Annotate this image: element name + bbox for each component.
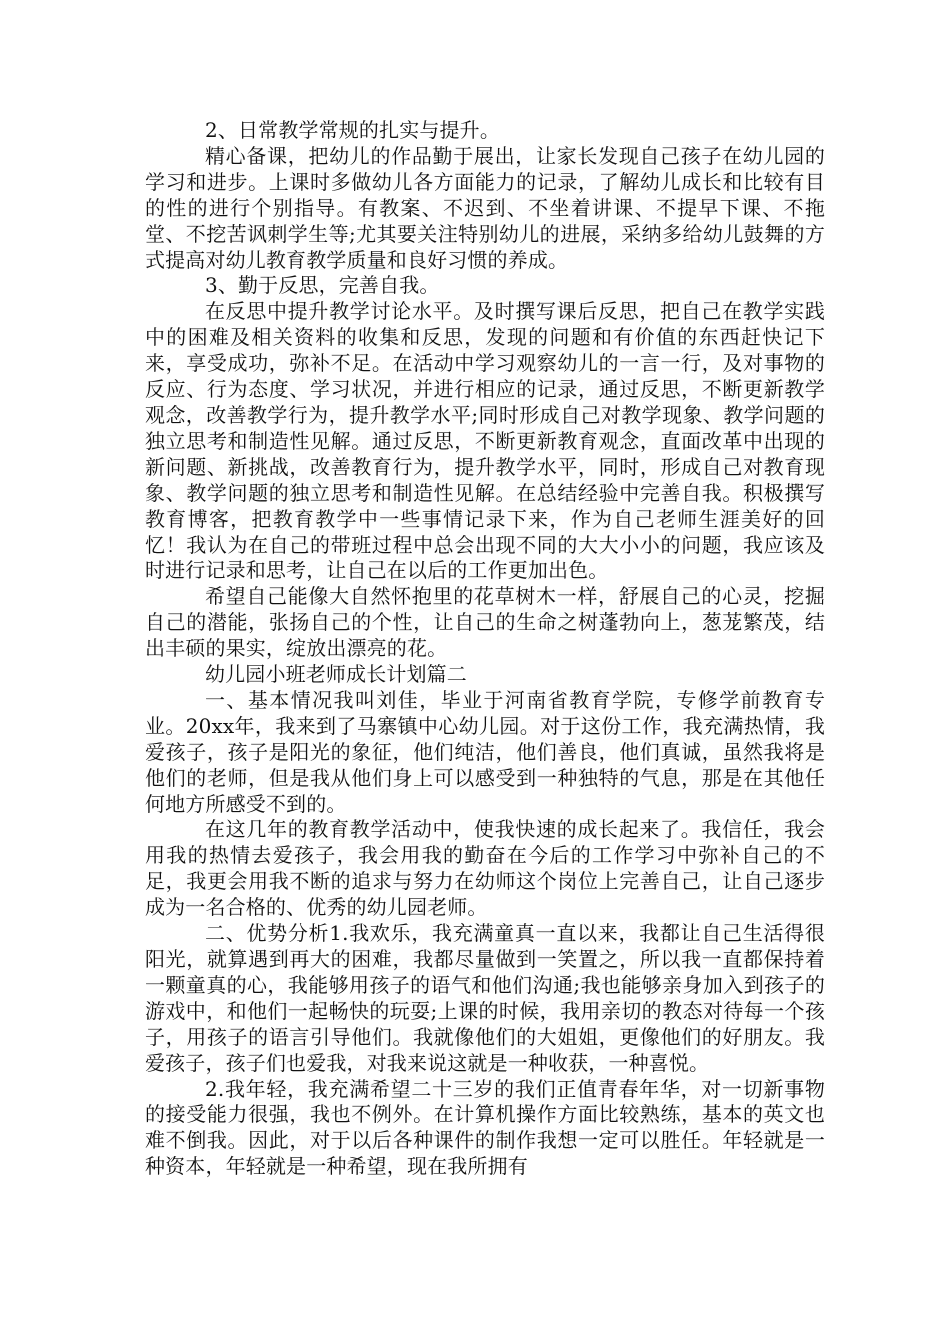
- article-title: 幼儿园小班老师成长计划篇二: [205, 662, 467, 687]
- paragraph: 2.我年轻，我充满希望二十三岁的我们正值青春年华，对一切新事物的接受能力很强，我也不例外。在计算机操作方面比较熟练，基本的英文也难不倒我。因此，对于以后各种课件的制作我想一定可以胜任。年轻就是一种资本，年轻就是一种希望，现在我所拥有: [145, 1076, 825, 1179]
- document-body: [145, 118, 825, 1180]
- section-heading: 2、日常教学常规的扎实与提升。: [205, 118, 500, 142]
- paragraph: 精心备课，把幼儿的作品勤于展出，让家长发现自己孩子在幼儿园的学习和进步。上课时多做幼儿各方面能力的记录，了解幼儿成长和比较有目的性的进行个别指导。有教案、不迟到、不坐着讲课、不提早下课、不拖堂、不挖苦讽刺学生等;尤其要关注特别幼儿的进展，采纳多给幼儿鼓舞的方式提高对幼儿教育教学质量和良好习惯的养成。: [145, 143, 825, 272]
- paragraph: 希望自己能像大自然怀抱里的花草树木一样，舒展自己的心灵，挖掘自己的潜能，张扬自己的个性，让自己的生命之树蓬勃向上，葱茏繁茂，结出丰硕的果实，绽放出漂亮的花。: [145, 584, 825, 661]
- paragraph: 在反思中提升教学讨论水平。及时撰写课后反思，把自己在教学实践中的困难及相关资料的收集和反思，发现的问题和有价值的东西赶快记下来，享受成功，弥补不足。在活动中学习观察幼儿的一言一行，及对事物的反应、行为态度、学习状况，并进行相应的记录，通过反思，不断更新教学观念，改善教学行为，提升教学水平;同时形成自己对教学现象、教学问题的独立思考和制造性见解。通过反思，不断更新教育观念，直面改革中出现的新问题、新挑战，改善教育行为，提升教学水平，同时，形成自己对教育现象、教学问题的独立思考和制造性见解。在总结经验中完善自我。积极撰写教育博客，把教育教学中一些事情记录下来，作为自己老师生涯美好的回忆！我认为在自己的带班过程中总会出现不同的大大小小的问题，我应该及时进行记录和思考，让自己在以后的工作更加出色。: [145, 299, 825, 583]
- paragraph: 二、优势分析1.我欢乐，我充满童真一直以来，我都让自己生活得很阳光，就算遇到再大的困难，我都尽量做到一笑置之，所以我一直都保持着一颗童真的心，我能够用孩子的语气和他们沟通;我也能够亲身加入到孩子的游戏中，和他们一起畅快的玩耍;上课的时候，我用亲切的教态对待每一个孩子，用孩子的语言引导他们。我就像他们的大姐姐，更像他们的好朋友。我爱孩子，孩子们也爱我，对我来说这就是一种收获，一种喜悦。: [145, 921, 825, 1075]
- paragraph: 一、基本情况我叫刘佳，毕业于河南省教育学院，专修学前教育专业。20xx年，我来到了马寨镇中心幼儿园。对于这份工作，我充满热情，我爱孩子，孩子是阳光的象征，他们纯洁，他们善良，他们真诚，虽然我将是他们的老师，但是我从他们身上可以感受到一种独特的气息，那是在其他任何地方所感受不到的。: [145, 687, 825, 816]
- paragraph: 在这几年的教育教学活动中，使我快速的成长起来了。我信任，我会用我的热情去爱孩子，我会用我的勤奋在今后的工作学习中弥补自己的不足，我更会用我不断的追求与努力在幼师这个岗位上完善自己，让自己逐步成为一名合格的、优秀的幼儿园老师。: [145, 817, 825, 920]
- section-heading: 3、勤于反思，完善自我。: [205, 273, 440, 298]
